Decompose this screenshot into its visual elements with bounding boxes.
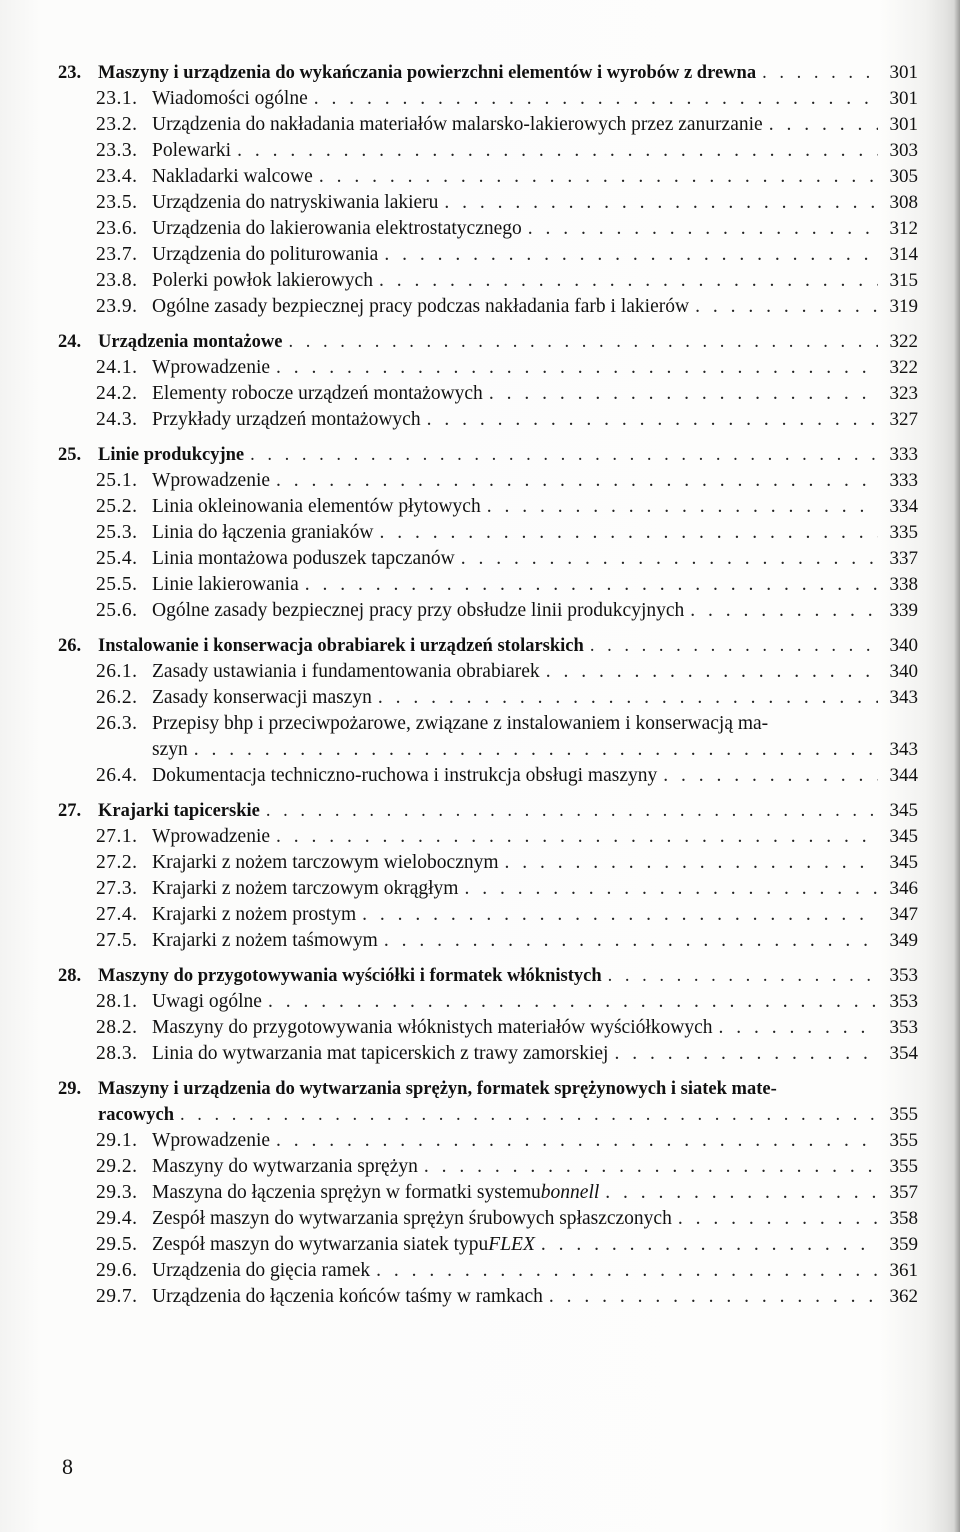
table-of-contents: [58, 60, 918, 1319]
dot-leader: [268, 989, 878, 1015]
dot-leader: [379, 520, 878, 546]
toc-entry[interactable]: [58, 659, 918, 685]
entry-page-number: 345: [889, 800, 918, 821]
dot-leader: [276, 1128, 878, 1154]
dot-leader: [695, 294, 878, 320]
toc-chapter: [58, 1076, 918, 1310]
entry-page-number: 345: [889, 826, 918, 847]
entry-number: 26.: [58, 636, 82, 656]
toc-entry[interactable]: [58, 190, 918, 216]
entry-page-number: 355: [889, 1130, 918, 1151]
entry-number: 28.3.: [96, 1043, 138, 1064]
entry-page-number: 355: [889, 1156, 918, 1177]
entry-page-number: 340: [889, 661, 918, 682]
entry-number: 24.2.: [96, 383, 138, 404]
entry-title: Maszyny do przygotowywania włóknistych materiałów wyściółkowych: [152, 1017, 713, 1038]
entry-number: 25.5.: [96, 574, 138, 595]
entry-title: Krajarki z nożem tarczowym okrągłym: [152, 878, 459, 899]
entry-title: Wprowadzenie: [152, 470, 271, 491]
entry-number: 29.2.: [96, 1156, 138, 1177]
toc-chapter-heading[interactable]: [58, 963, 918, 989]
entry-page-number: 338: [889, 574, 918, 595]
entry-page-number: 322: [889, 357, 918, 378]
toc-chapter-heading[interactable]: [58, 442, 918, 468]
entry-title: Linie produkcyjne: [98, 445, 245, 465]
entry-title: Urządzenia do natryskiwania lakieru: [152, 192, 439, 213]
entry-page-number: 312: [889, 218, 918, 239]
entry-page-number: 319: [889, 296, 918, 317]
dot-leader: [464, 876, 878, 902]
dot-leader: [614, 1041, 878, 1067]
toc-entry[interactable]: [58, 164, 918, 190]
entry-number: 28.: [58, 966, 82, 986]
entry-page-number: 339: [889, 600, 918, 621]
entry-title: Urządzenia do łączenia końców taśmy w ramkach: [152, 1286, 543, 1307]
entry-number: 27.4.: [96, 904, 138, 925]
entry-title: Zasady ustawiania i fundamentowania obrabiarek: [152, 661, 540, 682]
entry-number: 25.1.: [96, 470, 138, 491]
toc-entry[interactable]: [58, 1206, 918, 1232]
entry-number: 23.7.: [96, 244, 138, 265]
toc-entry[interactable]: [58, 572, 918, 598]
entry-title: Instalowanie i konserwacja obrabiarek i urządzeń stolarskich: [98, 636, 584, 656]
entry-title: Dokumentacja techniczno-ruchowa i instrukcja obsługi maszyny: [152, 765, 658, 786]
entry-title: Zasady konserwacji maszyn: [152, 687, 372, 708]
toc-entry[interactable]: [58, 1041, 918, 1067]
entry-page-number: 359: [889, 1234, 918, 1255]
entry-number: 24.: [58, 332, 82, 352]
entry-page-number: 334: [889, 496, 918, 517]
entry-page-number: 355: [889, 1104, 918, 1125]
entry-title: Linie lakierowania: [152, 574, 299, 595]
entry-number: 25.6.: [96, 600, 138, 621]
entry-page-number: 314: [889, 244, 918, 265]
entry-number: 26.4.: [96, 765, 138, 786]
entry-number: 29.6.: [96, 1260, 138, 1281]
dot-leader: [546, 659, 878, 685]
entry-number: 26.1.: [96, 661, 138, 682]
entry-page-number: 333: [889, 444, 918, 465]
entry-number: 26.2.: [96, 687, 138, 708]
entry-title: Wprowadzenie: [152, 1130, 271, 1151]
entry-page-number: 301: [889, 62, 918, 83]
entry-title-italic: bonnell: [540, 1182, 600, 1203]
dot-leader: [237, 138, 878, 164]
entry-number: 23.5.: [96, 192, 138, 213]
toc-chapter-heading[interactable]: [58, 1076, 918, 1102]
entry-title: Linia do łączenia graniaków: [152, 522, 374, 543]
entry-page-number: 323: [889, 383, 918, 404]
entry-title: Linia do wytwarzania mat tapicerskich z trawy zamorskiej: [152, 1043, 609, 1064]
entry-number: 26.3.: [96, 713, 138, 734]
dot-leader: [487, 494, 878, 520]
toc-chapter: [58, 963, 918, 1067]
entry-title: Zespół maszyn do wytwarzania siatek typu: [152, 1234, 489, 1255]
entry-page-number: 362: [889, 1286, 918, 1307]
entry-page-number: 343: [889, 739, 918, 760]
dot-leader: [605, 1180, 878, 1206]
dot-leader: [276, 824, 878, 850]
entry-title: Wprowadzenie: [152, 357, 271, 378]
entry-title: Krajarki z nożem prostym: [152, 904, 357, 925]
toc-entry[interactable]: [58, 112, 918, 138]
toc-chapter: [58, 633, 918, 789]
entry-page-number: 347: [889, 904, 918, 925]
entry-number: 23.3.: [96, 140, 138, 161]
dot-leader: [266, 798, 878, 824]
dot-leader: [180, 1102, 878, 1128]
dot-leader: [678, 1206, 878, 1232]
entry-title: Urządzenia do politurowania: [152, 244, 379, 265]
entry-page-number: 333: [889, 470, 918, 491]
toc-chapter-heading[interactable]: [58, 633, 918, 659]
entry-page-number: 354: [889, 1043, 918, 1064]
entry-number: 27.: [58, 801, 82, 821]
dot-leader: [461, 546, 878, 572]
entry-title: Maszyna do łączenia sprężyn w formatki systemu: [152, 1182, 541, 1203]
toc-entry[interactable]: [58, 1180, 918, 1206]
entry-page-number: 308: [889, 192, 918, 213]
toc-entry[interactable]: [58, 546, 918, 572]
toc-entry[interactable]: [58, 294, 918, 320]
entry-number: 28.1.: [96, 991, 138, 1012]
entry-number: 25.2.: [96, 496, 138, 517]
entry-title: Elementy robocze urządzeń montażowych: [152, 383, 483, 404]
entry-page-number: 340: [889, 635, 918, 656]
toc-entry[interactable]: [58, 989, 918, 1015]
dot-leader: [276, 468, 878, 494]
toc-chapter: [58, 60, 918, 320]
toc-entry[interactable]: [58, 763, 918, 789]
entry-number: 29.4.: [96, 1208, 138, 1229]
entry-number: 24.1.: [96, 357, 138, 378]
entry-title-continuation: racowych: [98, 1105, 175, 1125]
entry-title: Urządzenia montażowe: [98, 332, 283, 352]
entry-title-italic: FLEX: [488, 1234, 535, 1255]
entry-title: Polerki powłok lakierowych: [152, 270, 373, 291]
dot-leader: [362, 902, 878, 928]
entry-number: 23.1.: [96, 88, 138, 109]
toc-entry[interactable]: [58, 1015, 918, 1041]
entry-number: 27.3.: [96, 878, 138, 899]
entry-title: Urządzenia do gięcia ramek: [152, 1260, 371, 1281]
toc-entry[interactable]: [58, 468, 918, 494]
dot-leader: [590, 633, 878, 659]
entry-page-number: 303: [889, 140, 918, 161]
dot-leader: [762, 60, 878, 86]
entry-title: Maszyny i urządzenia do wytwarzania sprężyn, formatek sprężynowych i siatek mate-: [98, 1079, 777, 1099]
entry-page-number: 301: [889, 114, 918, 135]
toc-entry[interactable]: [58, 216, 918, 242]
entry-number: 27.5.: [96, 930, 138, 951]
entry-number: 23.6.: [96, 218, 138, 239]
entry-number: 25.: [58, 445, 82, 465]
toc-entry[interactable]: [58, 138, 918, 164]
entry-title: Uwagi ogólne: [152, 991, 262, 1012]
entry-number: 29.: [58, 1079, 82, 1099]
entry-page-number: 346: [889, 878, 918, 899]
toc-entry[interactable]: [58, 381, 918, 407]
toc-entry[interactable]: [58, 902, 918, 928]
entry-title: Urządzenia do nakładania materiałów malarsko-lakierowych przez zanurzanie: [152, 114, 763, 135]
entry-title-continuation: szyn: [152, 739, 188, 760]
dot-leader: [528, 216, 878, 242]
toc-entry[interactable]: [58, 1232, 918, 1258]
dot-leader: [194, 737, 878, 763]
entry-page-number: 343: [889, 687, 918, 708]
dot-leader: [276, 355, 878, 381]
toc-entry[interactable]: [58, 1128, 918, 1154]
toc-entry[interactable]: [58, 407, 918, 433]
dot-leader: [427, 407, 878, 433]
dot-leader: [505, 850, 878, 876]
toc-chapter-heading-continuation[interactable]: [58, 1102, 918, 1128]
dot-leader: [319, 164, 878, 190]
toc-entry[interactable]: [58, 1258, 918, 1284]
toc-entry[interactable]: [58, 1154, 918, 1180]
toc-chapter: [58, 798, 918, 954]
entry-title: Przykłady urządzeń montażowych: [152, 409, 421, 430]
toc-entry[interactable]: [58, 494, 918, 520]
entry-page-number: 337: [889, 548, 918, 569]
toc-entry[interactable]: [58, 268, 918, 294]
entry-title: Krajarki tapicerskie: [98, 801, 260, 821]
entry-number: 23.4.: [96, 166, 138, 187]
entry-title: Urządzenia do lakierowania elektrostatycznego: [152, 218, 522, 239]
dot-leader: [424, 1154, 878, 1180]
entry-title: Polewarki: [152, 140, 232, 161]
entry-page-number: 305: [889, 166, 918, 187]
entry-title: Przepisy bhp i przeciwpożarowe, związane z instalowaniem i konserwacją ma-: [152, 713, 769, 734]
dot-leader: [305, 572, 878, 598]
entry-title: Krajarki z nożem tarczowym wielobocznym: [152, 852, 499, 873]
entry-title: Linia montażowa poduszek tapczanów: [152, 548, 455, 569]
toc-entry[interactable]: [58, 520, 918, 546]
toc-entry[interactable]: [58, 1284, 918, 1310]
toc-entry[interactable]: [58, 711, 918, 737]
entry-number: 29.3.: [96, 1182, 138, 1203]
entry-title: Nakladarki walcowe: [152, 166, 313, 187]
entry-title: Ogólne zasady bezpiecznej pracy podczas nakładania farb i lakierów: [152, 296, 690, 317]
entry-number: 29.5.: [96, 1234, 138, 1255]
entry-page-number: 357: [889, 1182, 918, 1203]
dot-leader: [769, 112, 878, 138]
entry-number: 23.8.: [96, 270, 138, 291]
entry-page-number: 349: [889, 930, 918, 951]
entry-page-number: 345: [889, 852, 918, 873]
toc-entry-continuation[interactable]: [58, 737, 918, 763]
toc-entry[interactable]: [58, 86, 918, 112]
page-edge-shadow: [954, 0, 960, 1532]
entry-number: 25.4.: [96, 548, 138, 569]
entry-title: Maszyny do przygotowywania wyściółki i formatek włóknistych: [98, 966, 602, 986]
entry-number: 24.3.: [96, 409, 138, 430]
entry-page-number: 335: [889, 522, 918, 543]
entry-title: Krajarki z nożem taśmowym: [152, 930, 378, 951]
dot-leader: [489, 381, 878, 407]
entry-page-number: 322: [889, 331, 918, 352]
entry-page-number: 353: [889, 991, 918, 1012]
dot-leader: [250, 442, 878, 468]
entry-page-number: 327: [889, 409, 918, 430]
entry-title: Linia okleinowania elementów płytowych: [152, 496, 481, 517]
entry-page-number: 361: [889, 1260, 918, 1281]
entry-page-number: 315: [889, 270, 918, 291]
entry-number: 23.9.: [96, 296, 138, 317]
toc-entry[interactable]: [58, 876, 918, 902]
entry-page-number: 344: [889, 765, 918, 786]
entry-number: 25.3.: [96, 522, 138, 543]
toc-entry[interactable]: [58, 598, 918, 624]
entry-page-number: 358: [889, 1208, 918, 1229]
entry-number: 27.2.: [96, 852, 138, 873]
page-number: 8: [62, 1454, 73, 1479]
dot-leader: [384, 928, 878, 954]
toc-entry[interactable]: [58, 928, 918, 954]
dot-leader: [378, 685, 878, 711]
entry-title: Ogólne zasady bezpiecznej pracy przy obsłudze linii produkcyjnych: [152, 600, 685, 621]
entry-page-number: 353: [889, 965, 918, 986]
entry-number: 23.: [58, 63, 82, 83]
entry-number: 29.7.: [96, 1286, 138, 1307]
dot-leader: [690, 598, 878, 624]
toc-chapter: [58, 329, 918, 433]
dot-leader: [444, 190, 878, 216]
entry-title: Zespół maszyn do wytwarzania sprężyn śrubowych spłaszczonych: [152, 1208, 672, 1229]
toc-entry[interactable]: [58, 685, 918, 711]
dot-leader: [719, 1015, 878, 1041]
dot-leader: [663, 763, 878, 789]
dot-leader: [379, 268, 878, 294]
entry-page-number: 301: [889, 88, 918, 109]
toc-entry[interactable]: [58, 355, 918, 381]
dot-leader: [384, 242, 878, 268]
dot-leader: [314, 86, 878, 112]
toc-entry[interactable]: [58, 242, 918, 268]
entry-number: 27.1.: [96, 826, 138, 847]
entry-title: Maszyny i urządzenia do wykańczania powierzchni elementów i wyrobów z drewna: [98, 63, 757, 83]
dot-leader: [288, 329, 878, 355]
entry-number: 23.2.: [96, 114, 138, 135]
entry-title: Wprowadzenie: [152, 826, 271, 847]
toc-chapter-heading[interactable]: [58, 60, 918, 86]
dot-leader: [541, 1232, 878, 1258]
dot-leader: [608, 963, 878, 989]
entry-number: 28.2.: [96, 1017, 138, 1038]
toc-entry[interactable]: [58, 824, 918, 850]
toc-chapter-heading[interactable]: [58, 329, 918, 355]
entry-title: Wiadomości ogólne: [152, 88, 308, 109]
dot-leader: [376, 1258, 878, 1284]
entry-number: 29.1.: [96, 1130, 138, 1151]
toc-chapter-heading[interactable]: [58, 798, 918, 824]
toc-chapter: [58, 442, 918, 624]
entry-page-number: 353: [889, 1017, 918, 1038]
entry-title: Maszyny do wytwarzania sprężyn: [152, 1156, 418, 1177]
dot-leader: [549, 1284, 878, 1310]
toc-entry[interactable]: [58, 850, 918, 876]
